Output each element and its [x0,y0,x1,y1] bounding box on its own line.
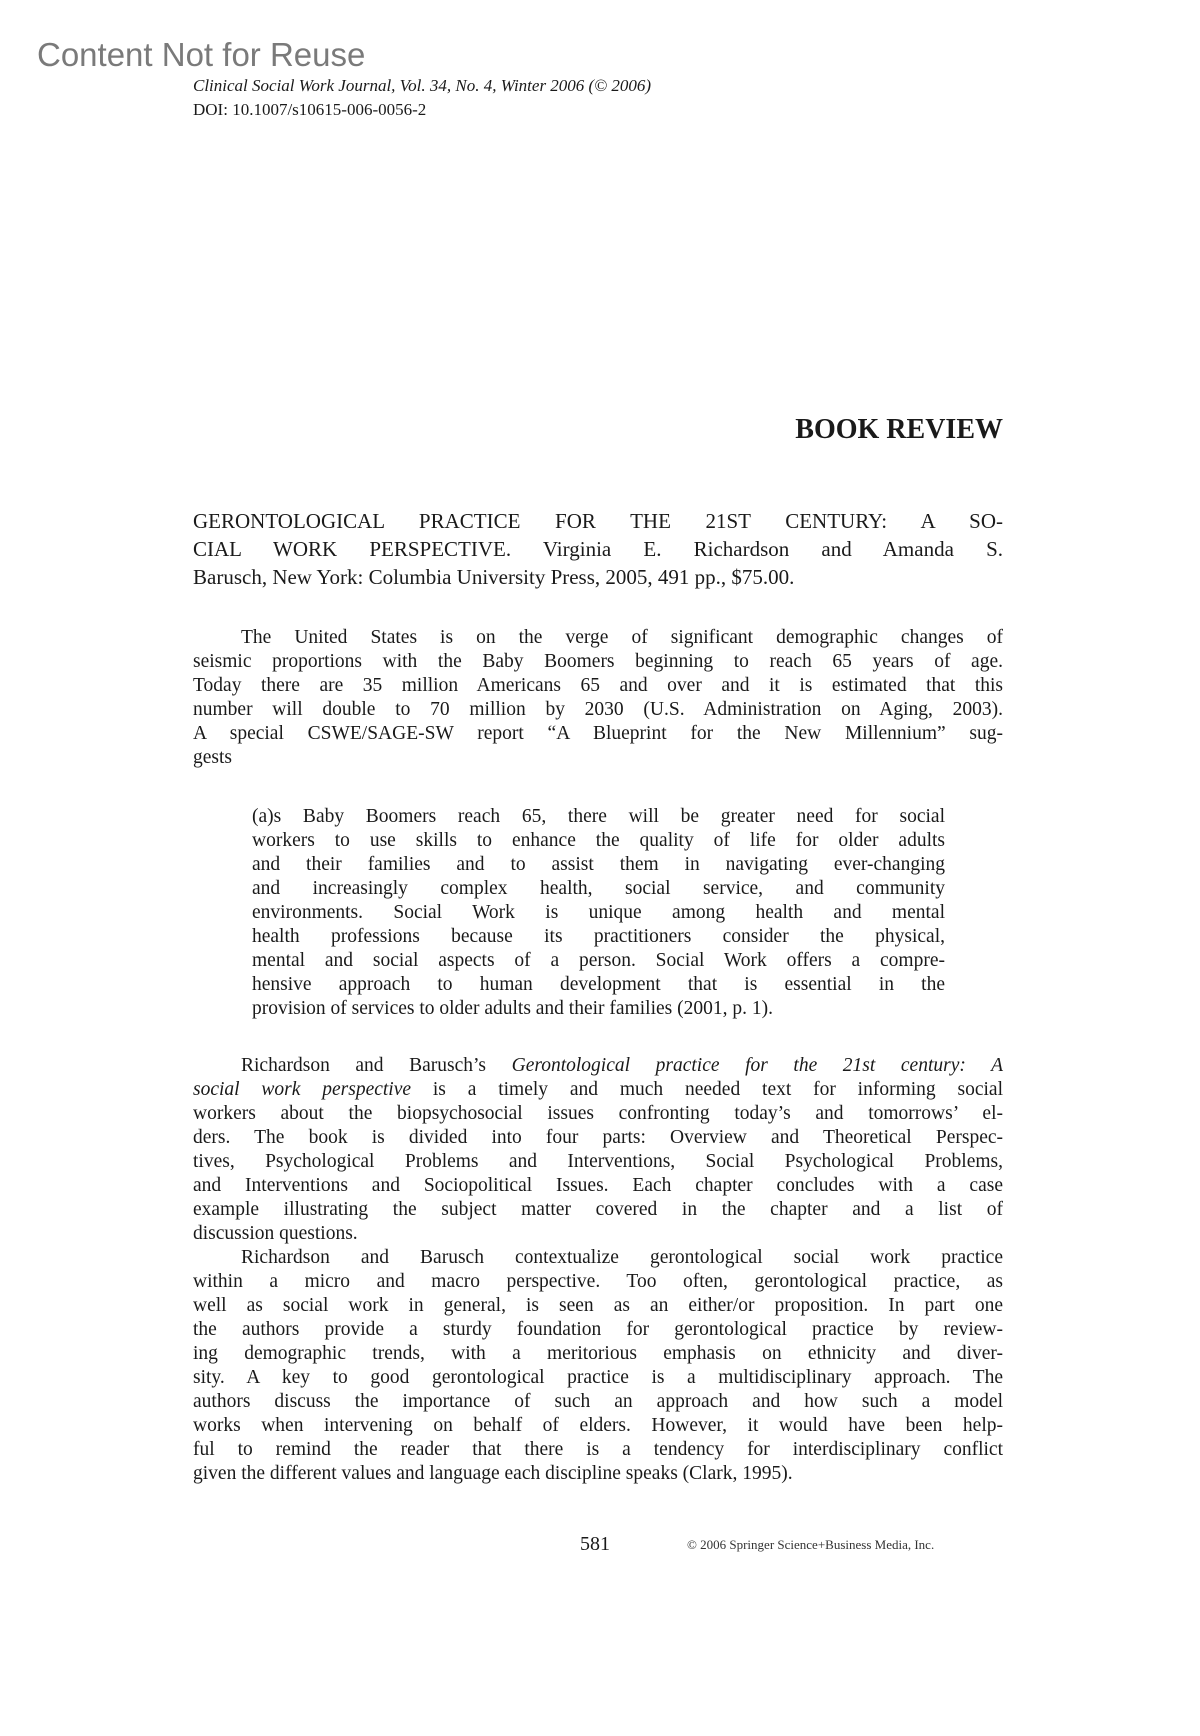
text-span: Richardson and Barusch’s [241,1055,512,1076]
text-span: is a timely and much needed text for informing social [411,1079,1003,1100]
text-line: Richardson and Barusch contextualize gerontological social work practice [241,1247,1003,1268]
copyright-notice: © 2006 Springer Science+Business Media, Inc. [687,1537,935,1552]
text-line: seismic proportions with the Baby Boomers beginning to reach 65 years of age. [193,651,1003,672]
text-line: ders. The book is divided into four parts: Overview and Theoretical Perspec- [193,1127,1003,1148]
text-line: and their families and to assist them in navigating ever-changing [252,854,945,875]
text-line: Today there are 35 million Americans 65 and over and it is estimated that this [193,675,1003,696]
text-line: workers to use skills to enhance the quality of life for older adults [252,830,945,851]
text-line: provision of services to older adults and their families (2001, p. 1). [252,998,773,1019]
watermark: Content Not for Reuse [37,36,366,73]
block-quote [252,805,945,1021]
text-line: hensive approach to human development that is essential in the [252,974,945,995]
paragraph-intro [193,626,1003,770]
text-line: tives, Psychological Problems and Interventions, Social Psychological Problems, [193,1151,1003,1172]
book-citation [193,507,1003,591]
text-line: workers about the biopsychosocial issues confronting today’s and tomorrows’ el- [193,1103,1003,1124]
text-line: sity. A key to good gerontological practice is a multidisciplinary approach. The [193,1367,1003,1388]
text-line: GERONTOLOGICAL PRACTICE FOR THE 21ST CENTURY: A SO- [193,509,1003,533]
text-line: given the different values and language each discipline speaks (Clark, 1995). [193,1463,793,1484]
book-title-italic: social work perspective [193,1079,412,1100]
journal-citation: Clinical Social Work Journal, Vol. 34, No. 4, Winter 2006 (© 2006) [193,76,652,95]
text-line: authors discuss the importance of such an approach and how such a model [193,1391,1003,1412]
text-line: discussion questions. [193,1223,358,1244]
text-line: well as social work in general, is seen as an either/or proposition. In part one [193,1295,1003,1316]
paragraph-review [193,1054,1003,1486]
text-line: and Interventions and Sociopolitical Issues. Each chapter concludes with a case [193,1175,1003,1196]
text-line: CIAL WORK PERSPECTIVE. Virginia E. Richardson and Amanda S. [193,537,1003,561]
text-line: environments. Social Work is unique among health and mental [252,902,945,923]
text-line: works when intervening on behalf of elders. However, it would have been help- [193,1415,1003,1436]
text-line: and increasingly complex health, social service, and community [252,878,945,899]
page-number: 581 [580,1533,610,1555]
text-line: A special CSWE/SAGE-SW report “A Blueprint for the New Millennium” sug- [193,723,1003,744]
text-line: the authors provide a sturdy foundation for gerontological practice by review- [193,1319,1003,1340]
text-line: gests [193,747,232,768]
text-line: The United States is on the verge of significant demographic changes of [241,627,1003,648]
text-line: mental and social aspects of a person. Social Work offers a compre- [252,950,945,971]
book-title-italic: Gerontological practice for the 21st century: A [511,1055,1003,1076]
text-line: ful to remind the reader that there is a tendency for interdisciplinary conflict [193,1439,1003,1460]
text-line: ing demographic trends, with a meritorious emphasis on ethnicity and diver- [193,1343,1003,1364]
text-line: (a)s Baby Boomers reach 65, there will be greater need for social [252,806,945,827]
section-title: BOOK REVIEW [795,414,1003,445]
text-line: example illustrating the subject matter covered in the chapter and a list of [193,1199,1003,1220]
text-line: within a micro and macro perspective. Too often, gerontological practice, as [193,1271,1003,1292]
text-line [193,1078,1003,1102]
text-line: Barusch, New York: Columbia University Press, 2005, 491 pp., $75.00. [193,565,795,589]
text-line: number will double to 70 million by 2030 (U.S. Administration on Aging, 2003). [193,699,1003,720]
text-line: health professions because its practitioners consider the physical, [252,926,945,947]
text-line [193,1054,1003,1078]
doi: DOI: 10.1007/s10615-006-0056-2 [193,100,427,119]
